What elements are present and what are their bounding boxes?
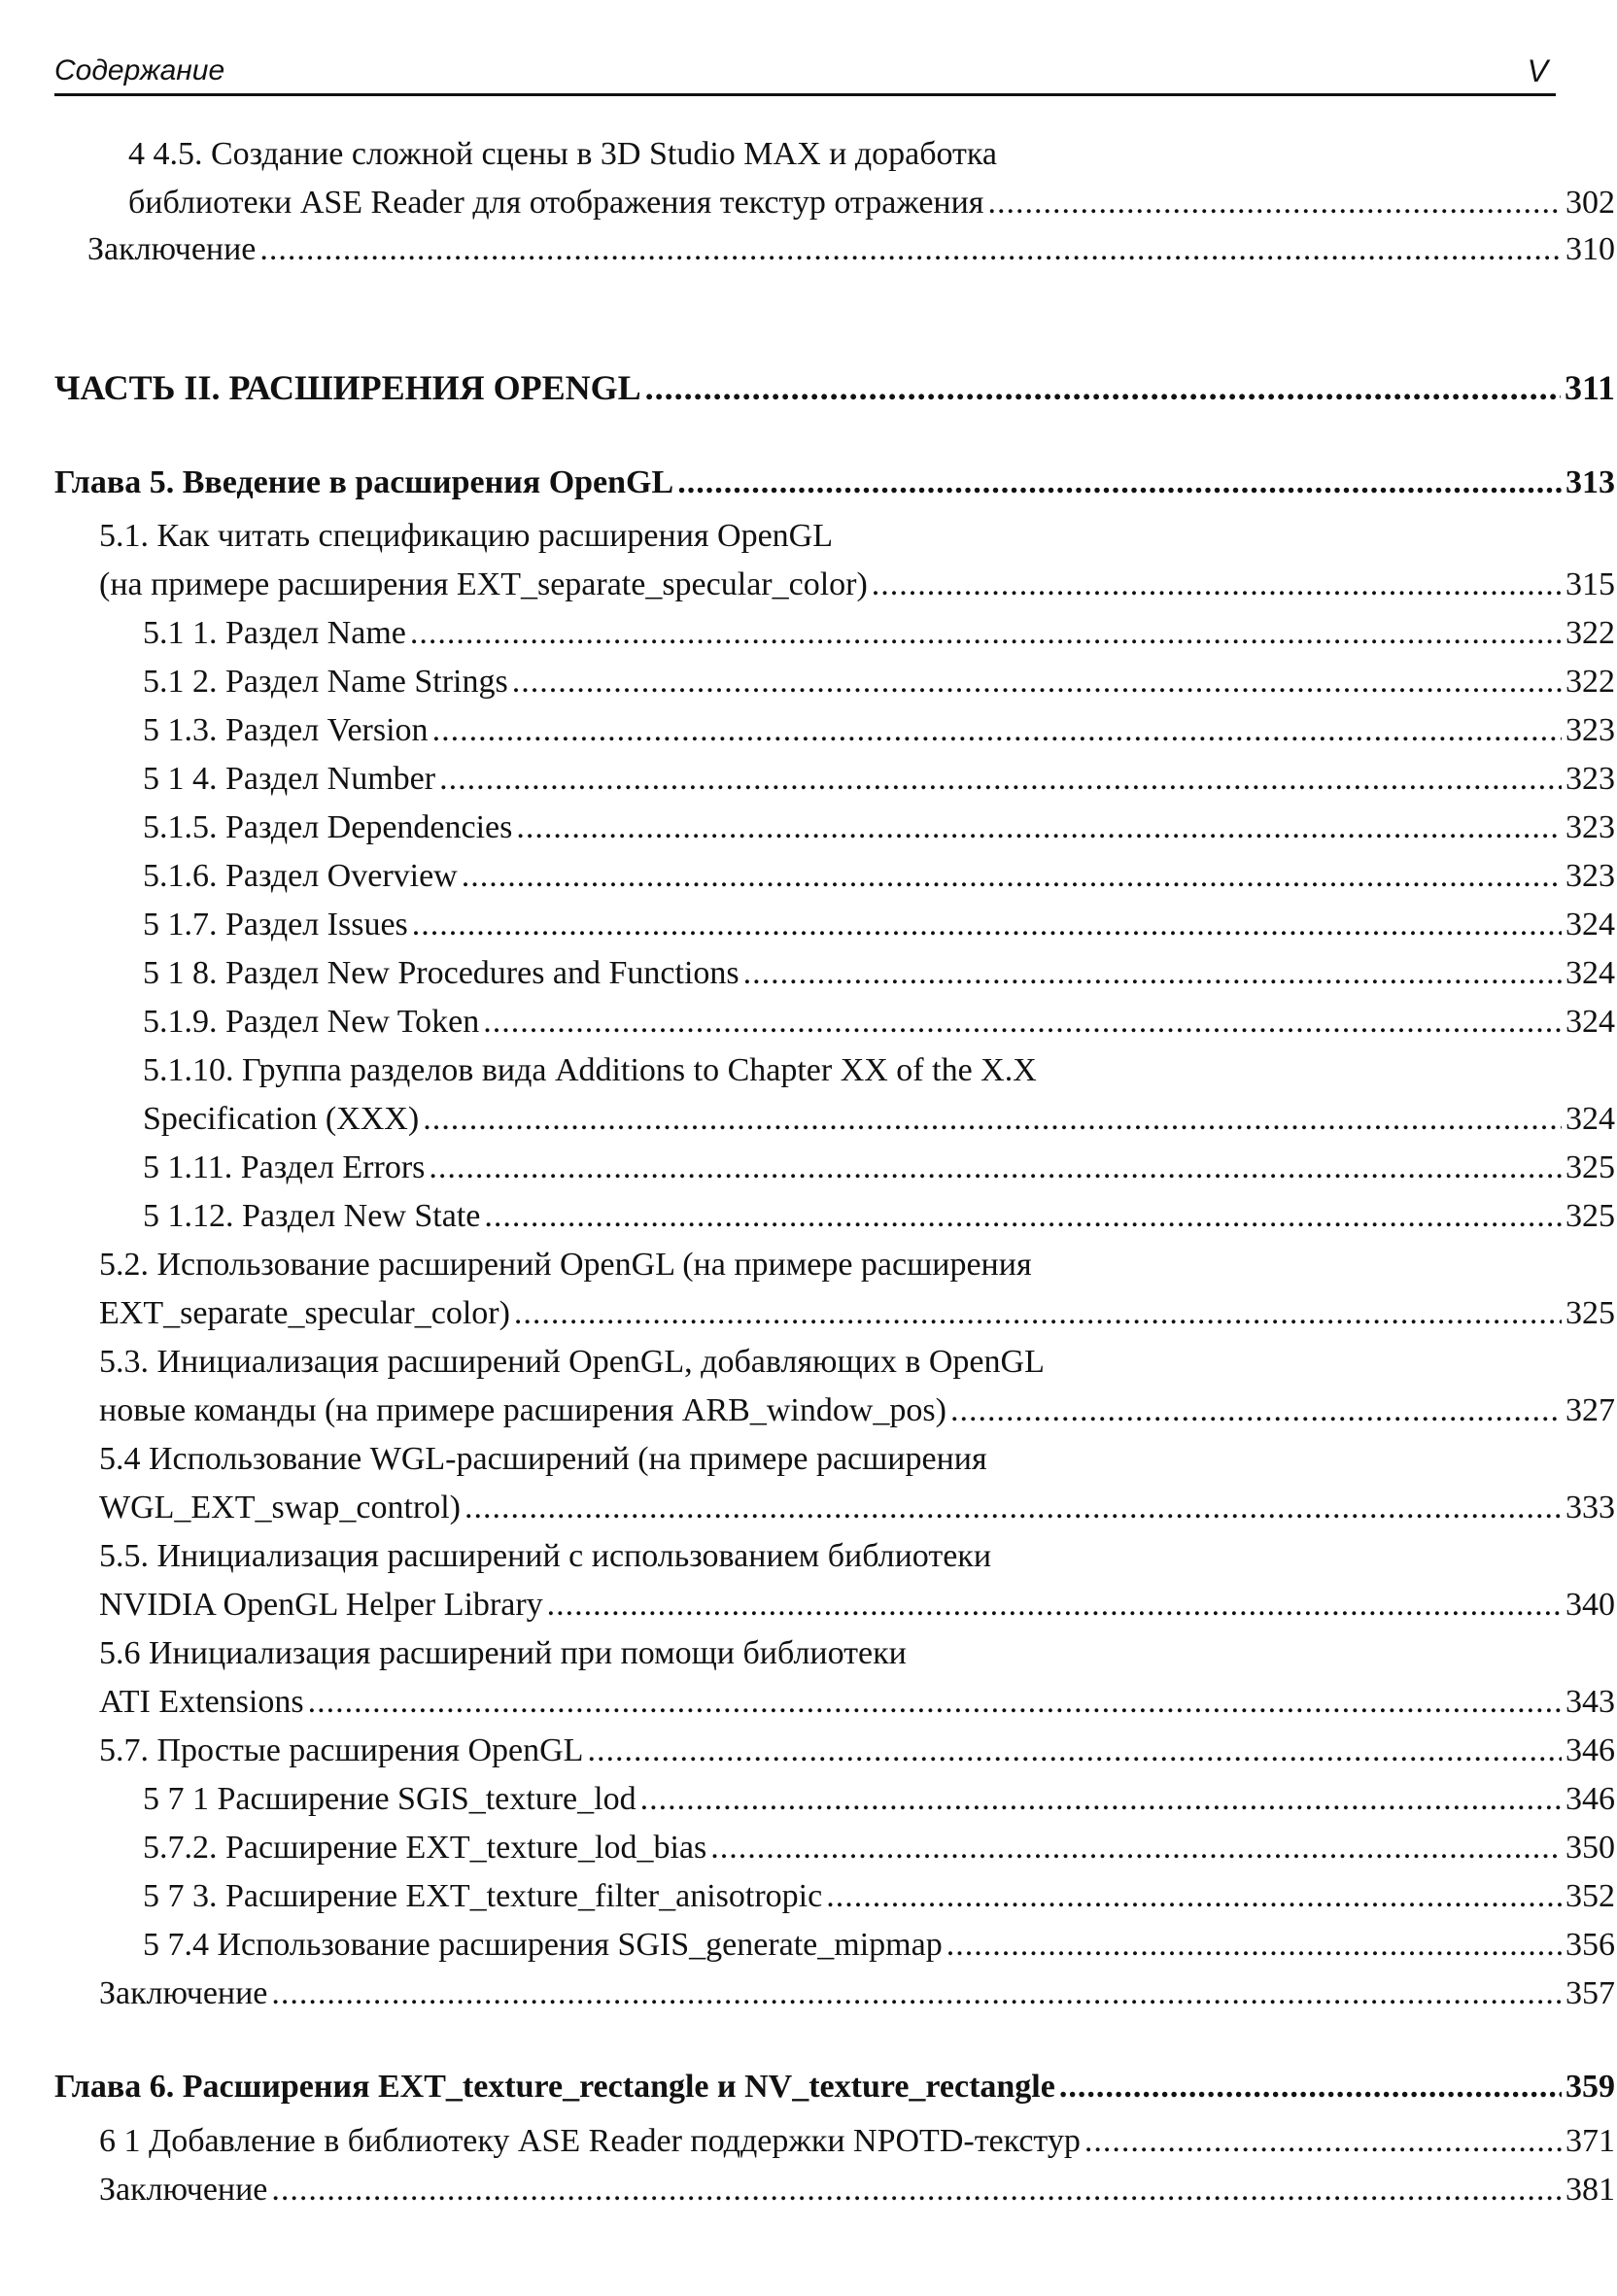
toc-entry-4-4-5[interactable] bbox=[128, 180, 1615, 226]
toc-label: 5.1.9. Раздел New Token bbox=[143, 1004, 480, 1040]
toc-page: 333 bbox=[1565, 1490, 1615, 1525]
toc-entry-5-7-2[interactable] bbox=[143, 1825, 1615, 1871]
toc-page: 323 bbox=[1565, 712, 1615, 748]
toc-entry-5-1-3[interactable] bbox=[143, 707, 1615, 754]
toc-entry-5-1-11[interactable] bbox=[143, 1145, 1615, 1191]
leader-dots bbox=[432, 707, 1562, 754]
leader-dots bbox=[743, 950, 1562, 997]
toc-entry-4-4-5-line1: 4 4.5. Создание сложной сцены в 3D Studio MAX и доработка bbox=[128, 136, 998, 172]
leader-dots bbox=[677, 460, 1562, 506]
toc-entry-5-1-line1: 5.1. Как читать спецификацию расширения OpenGL bbox=[99, 518, 834, 554]
toc-page: 302 bbox=[1565, 185, 1615, 221]
leader-dots bbox=[259, 226, 1562, 273]
toc-page: 322 bbox=[1565, 664, 1615, 700]
leader-dots bbox=[308, 1679, 1562, 1726]
toc-page: 324 bbox=[1565, 955, 1615, 991]
leader-dots bbox=[439, 756, 1562, 803]
toc-chapter-5[interactable] bbox=[54, 460, 1615, 506]
toc-entry-5-7-3[interactable] bbox=[143, 1873, 1615, 1920]
toc-label: 5 7.4 Использование расширения SGIS_generate_mipmap bbox=[143, 1927, 943, 1963]
leader-dots bbox=[271, 1970, 1562, 2017]
toc-label: EXT_separate_specular_color) bbox=[99, 1295, 510, 1331]
toc-label: WGL_EXT_swap_control) bbox=[99, 1490, 462, 1525]
toc-entry-5-6[interactable] bbox=[99, 1679, 1615, 1726]
leader-dots bbox=[483, 999, 1562, 1045]
leader-dots bbox=[1059, 2064, 1562, 2110]
toc-part-2[interactable] bbox=[54, 364, 1615, 411]
toc-page: 324 bbox=[1565, 907, 1615, 942]
leader-dots bbox=[512, 659, 1562, 705]
leader-dots bbox=[516, 805, 1562, 851]
toc-entry-5-4-line1: 5.4 Использование WGL-расширений (на примере расширения bbox=[99, 1441, 987, 1477]
header-page-number: V bbox=[1527, 53, 1548, 88]
toc-page: 313 bbox=[1565, 464, 1615, 500]
toc-label: ATI Extensions bbox=[99, 1684, 304, 1720]
leader-dots bbox=[484, 1193, 1562, 1240]
toc-label: NVIDIA OpenGL Helper Library bbox=[99, 1587, 543, 1623]
leader-dots bbox=[547, 1582, 1562, 1628]
toc-entry-5-3[interactable] bbox=[99, 1388, 1615, 1434]
leader-dots bbox=[872, 562, 1562, 608]
toc-label: 5.1.5. Раздел Dependencies bbox=[143, 809, 513, 845]
toc-label: библиотеки ASE Reader для отображения текстур отражения bbox=[128, 185, 984, 221]
toc-entry-5-1-9[interactable] bbox=[143, 999, 1615, 1045]
toc-entry-5-5[interactable] bbox=[99, 1582, 1615, 1628]
toc-label: 5 1.11. Раздел Errors bbox=[143, 1149, 426, 1185]
toc-page: 310 bbox=[1565, 231, 1615, 267]
toc-page: 381 bbox=[1565, 2172, 1615, 2208]
leader-dots bbox=[1084, 2118, 1562, 2165]
toc-label: Заключение bbox=[99, 1975, 268, 2011]
toc-label: 5.1 1. Раздел Name bbox=[143, 615, 406, 651]
leader-dots bbox=[640, 1776, 1562, 1823]
toc-page: 324 bbox=[1565, 1101, 1615, 1137]
toc-label: ЧАСТЬ II. РАСШИРЕНИЯ OPENGL bbox=[54, 368, 641, 407]
toc-entry-5-7-4[interactable] bbox=[143, 1922, 1615, 1969]
toc-label: (на примере расширения EXT_separate_specular_color) bbox=[99, 566, 868, 602]
toc-page: 350 bbox=[1565, 1830, 1615, 1866]
running-header bbox=[54, 39, 1556, 96]
toc-page: 324 bbox=[1565, 1004, 1615, 1040]
toc-entry-5-2-line1: 5.2. Использование расширений OpenGL (на примере расширения bbox=[99, 1247, 1032, 1283]
leader-dots bbox=[950, 1388, 1562, 1434]
toc-chapter-6[interactable] bbox=[54, 2064, 1615, 2110]
toc-label: 5.1.6. Раздел Overview bbox=[143, 858, 458, 894]
toc-label: 5 1.12. Раздел New State bbox=[143, 1198, 481, 1234]
toc-page: 322 bbox=[1565, 615, 1615, 651]
toc-label: Глава 5. Введение в расширения OpenGL bbox=[54, 464, 674, 500]
toc-page: 357 bbox=[1565, 1975, 1615, 2011]
toc-entry-5-1-10-line1: 5.1.10. Группа разделов вида Additions to Chapter XX of the X.X bbox=[143, 1052, 1037, 1088]
toc-label: 5 1.7. Раздел Issues bbox=[143, 907, 408, 942]
toc-entry-5-7[interactable] bbox=[99, 1728, 1615, 1774]
toc-entry-conclusion-4[interactable] bbox=[87, 226, 1615, 273]
leader-dots bbox=[410, 610, 1562, 657]
toc-entry-5-1-4[interactable] bbox=[143, 756, 1615, 803]
toc-label: 5.1 2. Раздел Name Strings bbox=[143, 664, 508, 700]
toc-label: Заключение bbox=[87, 231, 257, 267]
toc-page: 315 bbox=[1565, 566, 1615, 602]
toc-entry-5-4[interactable] bbox=[99, 1485, 1615, 1531]
leader-dots bbox=[710, 1825, 1562, 1871]
toc-page: 323 bbox=[1565, 858, 1615, 894]
toc-page: 323 bbox=[1565, 761, 1615, 797]
page bbox=[54, 39, 1615, 2208]
toc-entry-5-1-5[interactable] bbox=[143, 805, 1615, 851]
header-section-title: Содержание bbox=[54, 54, 225, 86]
toc-page: 325 bbox=[1565, 1295, 1615, 1331]
toc-entry-5-1[interactable] bbox=[99, 562, 1615, 608]
toc-page: 359 bbox=[1565, 2069, 1615, 2105]
toc-entry-5-6-line1: 5.6 Инициализация расширений при помощи библиотеки bbox=[99, 1635, 907, 1671]
leader-dots bbox=[464, 1485, 1562, 1531]
toc-page: 346 bbox=[1565, 1781, 1615, 1817]
toc-entry-5-7-1[interactable] bbox=[143, 1776, 1615, 1823]
toc-entry-conclusion-5[interactable] bbox=[99, 1970, 1615, 2017]
toc-entry-5-5-line1: 5.5. Инициализация расширений с использованием библиотеки bbox=[99, 1538, 992, 1574]
toc-label: Глава 6. Расширения EXT_texture_rectangle и NV_texture_rectangle bbox=[54, 2069, 1055, 2105]
toc-entry-5-1-12[interactable] bbox=[143, 1193, 1615, 1240]
leader-dots bbox=[946, 1922, 1562, 1969]
toc-label: 5.7. Простые расширения OpenGL bbox=[99, 1732, 584, 1768]
leader-dots bbox=[514, 1290, 1562, 1337]
leader-dots bbox=[423, 1096, 1562, 1143]
leader-dots bbox=[271, 2167, 1562, 2213]
toc-page: 323 bbox=[1565, 809, 1615, 845]
toc-label: 5 7 3. Расширение EXT_texture_filter_anisotropic bbox=[143, 1878, 823, 1914]
leader-dots bbox=[987, 180, 1562, 226]
leader-dots bbox=[645, 364, 1561, 411]
toc-label: 5 1 4. Раздел Number bbox=[143, 761, 436, 797]
toc-entry-conclusion-6[interactable] bbox=[99, 2167, 1615, 2213]
toc-page: 356 bbox=[1565, 1927, 1615, 1963]
toc-label: 5.7.2. Расширение EXT_texture_lod_bias bbox=[143, 1830, 707, 1866]
toc-label: 5 7 1 Расширение SGIS_texture_lod bbox=[143, 1781, 636, 1817]
toc-label: новые команды (на примере расширения ARB_window_pos) bbox=[99, 1392, 946, 1428]
toc-label: Заключение bbox=[99, 2172, 268, 2208]
toc-page: 340 bbox=[1565, 1587, 1615, 1623]
toc-entry-5-3-line1: 5.3. Инициализация расширений OpenGL, добавляющих в OpenGL bbox=[99, 1344, 1045, 1380]
toc-entry-6-1[interactable] bbox=[99, 2118, 1615, 2165]
toc-entry-5-1-1[interactable] bbox=[143, 610, 1615, 657]
toc-label: Specification (XXX) bbox=[143, 1101, 420, 1137]
leader-dots bbox=[826, 1873, 1562, 1920]
toc-label: 5 1 8. Раздел New Procedures and Functions bbox=[143, 955, 740, 991]
leader-dots bbox=[412, 902, 1562, 948]
toc-page: 346 bbox=[1565, 1732, 1615, 1768]
toc-page: 311 bbox=[1564, 368, 1615, 407]
toc-page: 325 bbox=[1565, 1198, 1615, 1234]
toc-entry-5-2[interactable] bbox=[99, 1290, 1615, 1337]
toc-entry-5-1-8[interactable] bbox=[143, 950, 1615, 997]
toc-page: 352 bbox=[1565, 1878, 1615, 1914]
leader-dots bbox=[587, 1728, 1562, 1774]
toc-entry-5-1-6[interactable] bbox=[143, 853, 1615, 900]
toc-entry-5-1-10[interactable] bbox=[143, 1096, 1615, 1143]
toc-page: 371 bbox=[1565, 2123, 1615, 2159]
toc-entry-5-1-7[interactable] bbox=[143, 902, 1615, 948]
toc-page: 343 bbox=[1565, 1684, 1615, 1720]
toc-page: 325 bbox=[1565, 1149, 1615, 1185]
toc-label: 5 1.3. Раздел Version bbox=[143, 712, 429, 748]
toc-label: 6 1 Добавление в библиотеку ASE Reader поддержки NPOTD-текстур bbox=[99, 2123, 1081, 2159]
toc-entry-5-1-2[interactable] bbox=[143, 659, 1615, 705]
leader-dots bbox=[429, 1145, 1562, 1191]
leader-dots bbox=[462, 853, 1562, 900]
toc-page: 327 bbox=[1565, 1392, 1615, 1428]
